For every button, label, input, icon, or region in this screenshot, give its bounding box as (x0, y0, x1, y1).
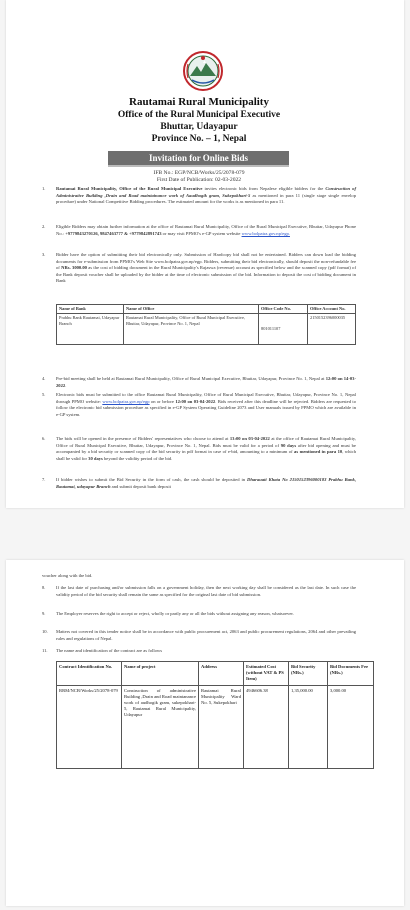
office-name: Office of the Rural Municipal Executive (117, 110, 281, 120)
paragraph-10: Matters not covered in this tender notice shall be in accordance with public procurement act, 2063 and public procurement regulations, 2064 and other prevailing rules and regulations of Nepal. (56, 629, 356, 641)
code-cell: 801011107 (259, 314, 308, 345)
p5-text-2: on or before (149, 398, 176, 404)
paragraph-11: The name and identification of the contract are as follows (56, 648, 162, 653)
p7-end: and submit deposit bank deposit (110, 483, 171, 489)
p6-text: The bids will be opened in the presence of Bidders' representatives who choose to attend at (56, 436, 230, 441)
contract-id-cell: RRM/NCB/Works/25/2078-079 (57, 685, 122, 768)
table-row (57, 314, 356, 345)
p7-text: If bidder wishes to submit the Bid Security in the form of cash, the cash should be deposited in (56, 477, 248, 482)
col-contract-id: Contract Identification No. (57, 662, 122, 686)
p4-time: 12:00 on 14-03-2022 (56, 376, 356, 388)
province-line: Province No. – 1, Nepal (151, 134, 247, 144)
p5-deadline: 12:00 on 03-04-2022 (175, 398, 216, 404)
table-row (57, 685, 374, 768)
para-7-number: 7. (42, 477, 46, 482)
p6-opening: 13:00 on 03-04-2022 (229, 436, 270, 441)
p1-work-title: Construction of Administrative Building ,Drain and Road maintainance work of Aaudhogik gram, Sukepokhari-5 (56, 186, 356, 198)
contract-table-header-row (57, 662, 374, 686)
project-name-cell: Construction of administrative Building ,Drain and Road maintanance work of audhogik gram, sukepokhari-5, Rautamai Rural Municipality, Udayapur (122, 685, 199, 768)
para-3-number: 3. (42, 252, 46, 257)
p6-para-ref: as mentioned in para 10 (294, 449, 343, 454)
paragraph-3 (56, 252, 356, 304)
p4-end: . (65, 382, 67, 388)
p1-rest: as mentioned in para 11 (single stage single envelop procedure) under National Competitive Bidding procedures. The estimated amount for the works is as mentioned in para 11. (56, 192, 356, 204)
p2-text: Eligible Bidders may obtain further information at the office of Rautamai Rural Municipality, Office of the Rural Municipal Executive, Bhuttar, Udayapur Phone No.: (56, 224, 356, 236)
bank-col-code: Office Code No. (259, 305, 308, 314)
col-address: Address (199, 662, 244, 686)
bank-col-bank: Name of Bank (57, 305, 124, 314)
bank-info-table (56, 304, 356, 345)
office-address: Bhuttar, Udayapur (160, 122, 238, 132)
ppmo-link[interactable]: www.bolpatra.gov.np/egp (102, 398, 150, 404)
paragraph-1 (56, 186, 356, 224)
p5-text: Electronic bids must be submitted to the office Rautamai Rural Municipality, Office of Rural Municipal Executive, Bhuttar, Udayapur, Province No. 1, Nepal through PPMO website: (56, 392, 356, 404)
bank-table-header-row (57, 305, 356, 314)
paragraph-9: The Employer reserves the right to accept or reject, wholly or partly any or all the bids without assigning any reason, whatsoever. (56, 611, 294, 616)
p3-fee: NRs. 3000.00 (61, 265, 87, 270)
p3-rest: as the cost of bidding document in the Rural Municipality's Rajaswa (revenue) account as specified below and the scanned copy (pdf format) of the Bank deposit voucher shall be uploaded by the bidder at the time of electronic submission of the bid. Information to deposit the cost of bidding document in Bank (56, 265, 356, 283)
p6-text-3: after bid opening and must be accompanied by a bid security or scanned copy of the bid security in pdf format in case of e-bid, amounting to a minimum of (56, 442, 356, 454)
office-cell: Rautamai Rural Municipality, Office of Rural Municipal Executive, Bhuttar, Udayapur, Province No. 1, Nepal (124, 314, 259, 345)
para-4-number: 4. (42, 376, 46, 381)
bolpatra-link[interactable]: www.bolpatra.gov.np/egp. (241, 230, 290, 236)
estimated-cost-cell: 4946606.38 (244, 685, 289, 768)
p6-end: beyond the validity period of the bid. (102, 455, 173, 461)
bank-cell: Prabhu Bank Rautamai, Udayapur Branch (57, 314, 124, 345)
para-1-number: 1. (42, 186, 46, 191)
col-estimated-cost: Estimated Cost (without VAT & PS Item) (244, 662, 289, 686)
paragraph-8: If the last date of purchasing and/or submission falls on a government holiday, then the next working day shall be considered as the last date. In such case the validity period of the bid security shall remain the same as specified for the original last date of bid submission. (56, 585, 356, 597)
bank-col-account: Office Account No. (308, 305, 356, 314)
paragraph-5 (56, 392, 356, 431)
para-11-number: 11. (42, 648, 48, 653)
municipality-name: Rautamai Rural Municipality (129, 96, 269, 108)
publication-date: First Date of Publication: 02-03-2022 (156, 177, 242, 183)
account-cell: 2150152396000035 (308, 314, 356, 345)
p1-text: invites electronic bids from Nepalese eligible bidders for the (202, 186, 326, 191)
p2-phones: +9779843270126, 9847463777 & +9779842891743 (65, 230, 162, 236)
bank-col-office: Name of Office (124, 305, 259, 314)
paragraph-4 (56, 376, 356, 389)
para-2-number: 2. (42, 224, 46, 229)
p1-employer: Rautamai Rural Municipality, Office of the Rural Municipal Executive (56, 186, 203, 191)
municipality-emblem-icon (182, 50, 224, 92)
p3-text: Bidder have the option of submitting their bid electronically only. Submission of Hardcopy bid shall not be entertained. Bidders can down load the bidding documents for e-submission from PPMO's Web Site www.bolpatra.gov.np/egp. Bidders, submitting their bid electronically, should deposit the non-refundable fee of (56, 252, 356, 270)
paragraph-2 (56, 224, 356, 250)
p6-text-4: , which shall be valid for (56, 449, 357, 461)
col-bid-security: Bid Security (NRs.) (289, 662, 328, 686)
p6-text-2: at the office of Rautamai Rural Municipality, Office of Rural Municipal Executive, Bhuttar, Udayapur, Province No. 1, Nepal. Bids must be valid for a period of (56, 436, 356, 448)
p4-text: Pre-bid meeting shall be held at Rautamai Rural Municipality, Office of Rural Municipal Executive, Bhuttar, Udayapur, Province No. 1, Nepal at (56, 376, 326, 381)
ifb-number: IFB No.: EGP/NCB/Works/25/2078-079 (153, 170, 245, 176)
para-10-number: 10. (42, 629, 48, 634)
para-6-number: 6. (42, 436, 46, 441)
para-5-number: 5. (42, 392, 46, 397)
address-cell: Rautamai Rural Municipality Ward No. 5, Sukepokhari (199, 685, 244, 768)
p5-rest: . Bids received after this deadline will be rejected. Bidders are requested to follow the electronic bid submission procedure as specified in e-GP System Operating Guideline 2073 and User manuals issued by PPMO which are available in e-GP system. (56, 398, 356, 417)
p7-account: Dharauati Khata No 2150152396000183 Prabhu Bank, Rautamai, udayapur Branch (56, 477, 356, 489)
p6-days: 30 days (88, 455, 103, 461)
contract-table (56, 661, 374, 769)
p2-text-2: or may visit PPMO's e-GP system website (161, 230, 242, 236)
paragraph-7 (56, 477, 356, 490)
p6-validity: 90 days (280, 442, 297, 448)
continuation-text: voucher along with the bid. (42, 573, 93, 578)
bid-security-cell: 1,35,000.00 (289, 685, 328, 768)
col-project-name: Name of project (122, 662, 199, 686)
bid-fee-cell: 3,000.00 (328, 685, 374, 768)
notice-title-banner: Invitation for Online Bids (108, 151, 289, 167)
col-bid-fee: Bid Documents Fee (NRs.) (328, 662, 374, 686)
para-8-number: 8. (42, 585, 46, 590)
para-9-number: 9. (42, 611, 46, 616)
paragraph-6 (56, 436, 356, 475)
